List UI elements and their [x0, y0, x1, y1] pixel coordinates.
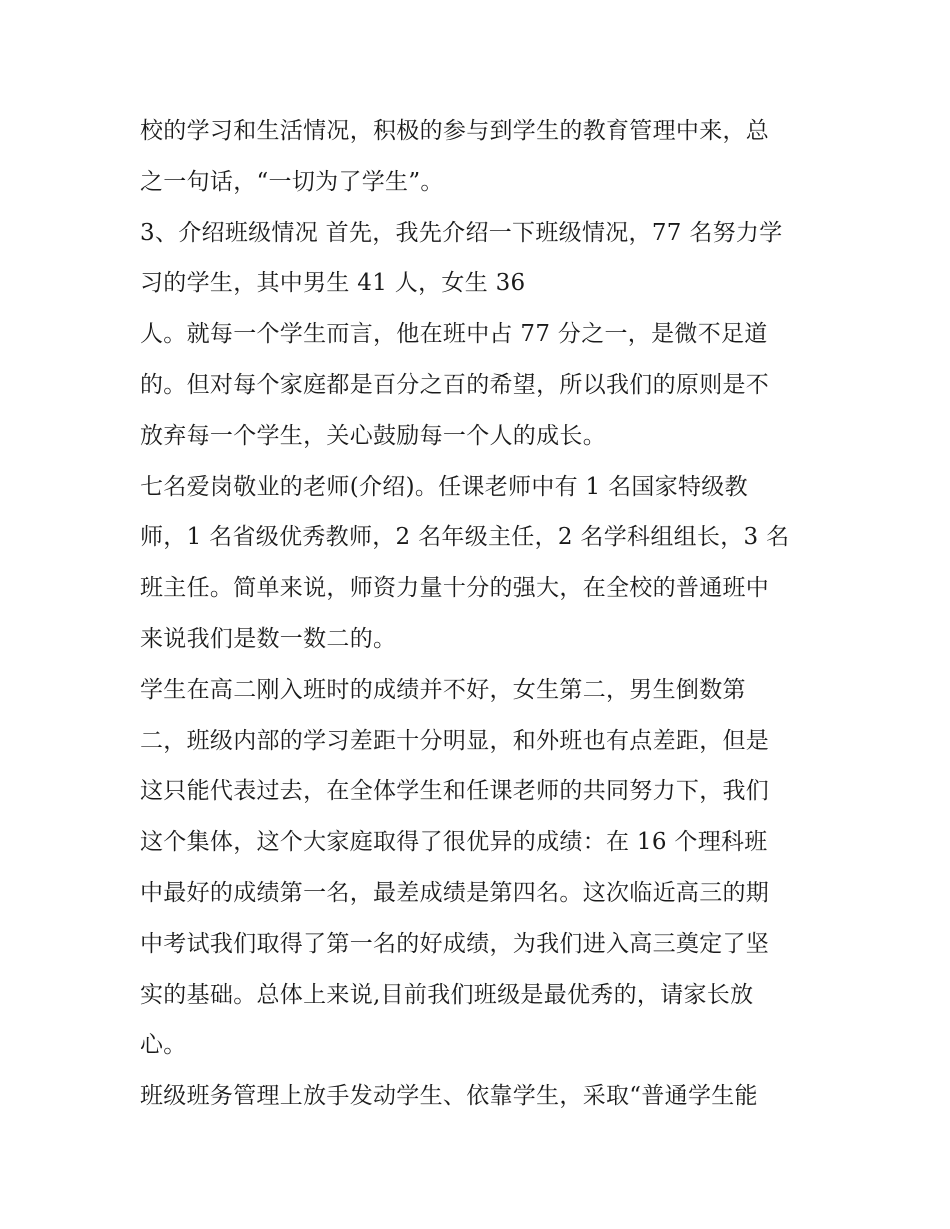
text-line: 二，班级内部的学习差距十分明显，和外班也有点差距，但是 — [140, 727, 770, 754]
text-line: 人。就每一个学生而言，他在班中占 77 分之一，是微不足道 — [140, 321, 768, 348]
text-line: 实的基础。总体上来说,目前我们班级是最优秀的，请家长放 — [140, 981, 754, 1008]
text-line: 心。 — [140, 1032, 187, 1059]
text-line: 学生在高二刚入班时的成绩并不好，女生第二，男生倒数第 — [140, 676, 746, 703]
text-line: 班级班务管理上放手发动学生、依靠学生，采取“普通学生能 — [140, 1083, 758, 1110]
text-line: 班主任。简单来说，师资力量十分的强大，在全校的普通班中 — [140, 575, 770, 602]
text-line: 的。但对每个家庭都是百分之百的希望，所以我们的原则是不 — [140, 371, 770, 398]
text-line: 中考试我们取得了第一名的好成绩，为我们进入高三奠定了坚 — [140, 930, 770, 957]
text-line: 这只能代表过去，在全体学生和任课老师的共同努力下，我们 — [140, 778, 770, 805]
text-line: 师，1 名省级优秀教师，2 名年级主任，2 名学科组组长，3 名 — [140, 524, 790, 551]
text-line: 之一句话，“一切为了学生”。 — [140, 168, 444, 195]
text-line: 这个集体，这个大家庭取得了很优异的成绩：在 16 个理科班 — [140, 829, 768, 856]
text-line: 七名爱岗敬业的老师(介绍)。任课老师中有 1 名国家特级教 — [140, 473, 748, 500]
text-line: 3、介绍班级情况 首先，我先介绍一下班级情况，77 名努力学 — [140, 219, 783, 246]
text-line: 来说我们是数一数二的。 — [140, 625, 397, 652]
text-line: 中最好的成绩第一名，最差成绩是第四名。这次临近高三的期 — [140, 879, 770, 906]
text-line: 放弃每一个学生，关心鼓励每一个人的成长。 — [140, 422, 606, 449]
text-line: 校的学习和生活情况，积极的参与到学生的教育管理中来，总 — [140, 118, 770, 144]
document-page — [140, 106, 820, 1122]
text-line: 习的学生，其中男生 41 人，女生 36 — [140, 270, 526, 297]
